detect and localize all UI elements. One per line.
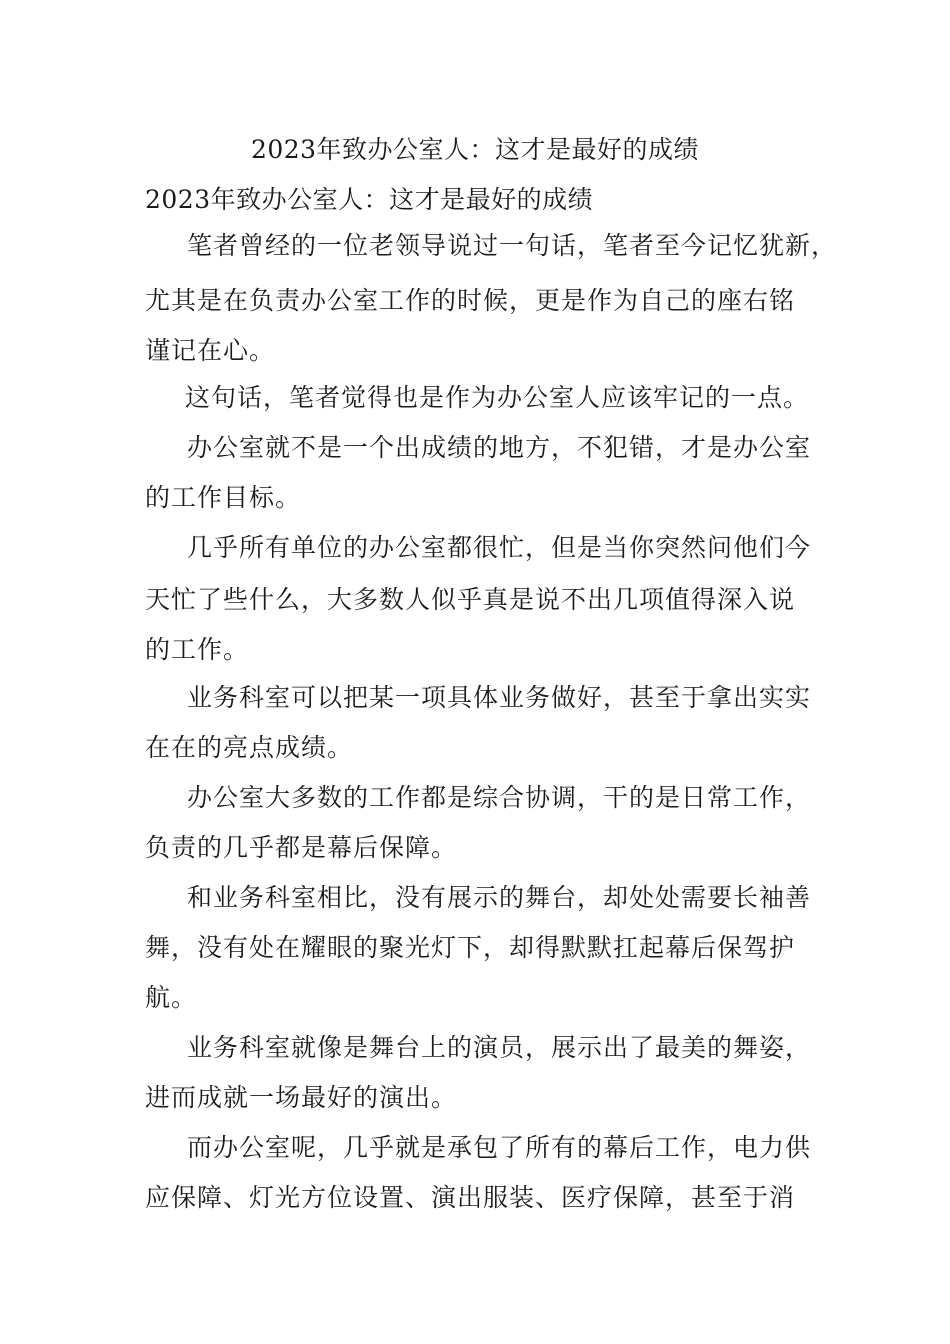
document-subtitle: 2023年致办公室人：这才是最好的成绩: [145, 185, 594, 214]
paragraph-line: 负责的几乎都是幕后保障。: [145, 833, 458, 862]
paragraph-line: 笔者曾经的一位老领导说过一句话，笔者至今记忆犹新，: [187, 231, 838, 260]
paragraph-line: 应保障、灯光方位设置、演出服装、医疗保障，甚至于消: [145, 1183, 796, 1212]
paragraph-line: 的工作。: [145, 635, 250, 664]
document-title: 2023年致办公室人：这才是最好的成绩: [250, 135, 700, 164]
paragraph-line: 在在的亮点成绩。: [145, 733, 354, 762]
paragraph-line: 航。: [145, 983, 198, 1012]
paragraph-line: 办公室大多数的工作都是综合协调，干的是日常工作，: [187, 783, 812, 812]
paragraph-line: 谨记在心。: [145, 336, 276, 365]
paragraph-line: 几乎所有单位的办公室都很忙，但是当你突然问他们今: [187, 533, 812, 562]
paragraph-line: 和业务科室相比，没有展示的舞台，却处处需要长袖善: [187, 883, 812, 912]
paragraph-line: 舞，没有处在耀眼的聚光灯下，却得默默扛起幕后保驾护: [145, 933, 796, 962]
paragraph-line: 业务科室可以把某一项具体业务做好，甚至于拿出实实: [187, 683, 812, 712]
paragraph-line: 进而成就一场最好的演出。: [145, 1083, 458, 1112]
paragraph-line: 尤其是在负责办公室工作的时候，更是作为自己的座右铭: [145, 286, 796, 315]
paragraph-line: 的工作目标。: [145, 483, 302, 512]
paragraph-line: 办公室就不是一个出成绩的地方，不犯错，才是办公室: [187, 433, 812, 462]
paragraph-line: 天忙了些什么，大多数人似乎真是说不出几项值得深入说: [145, 585, 796, 614]
paragraph-line: 业务科室就像是舞台上的演员，展示出了最美的舞姿，: [187, 1033, 812, 1062]
paragraph-line: 这句话，笔者觉得也是作为办公室人应该牢记的一点。: [185, 383, 810, 412]
paragraph-line: 而办公室呢，几乎就是承包了所有的幕后工作，电力供: [187, 1133, 812, 1162]
